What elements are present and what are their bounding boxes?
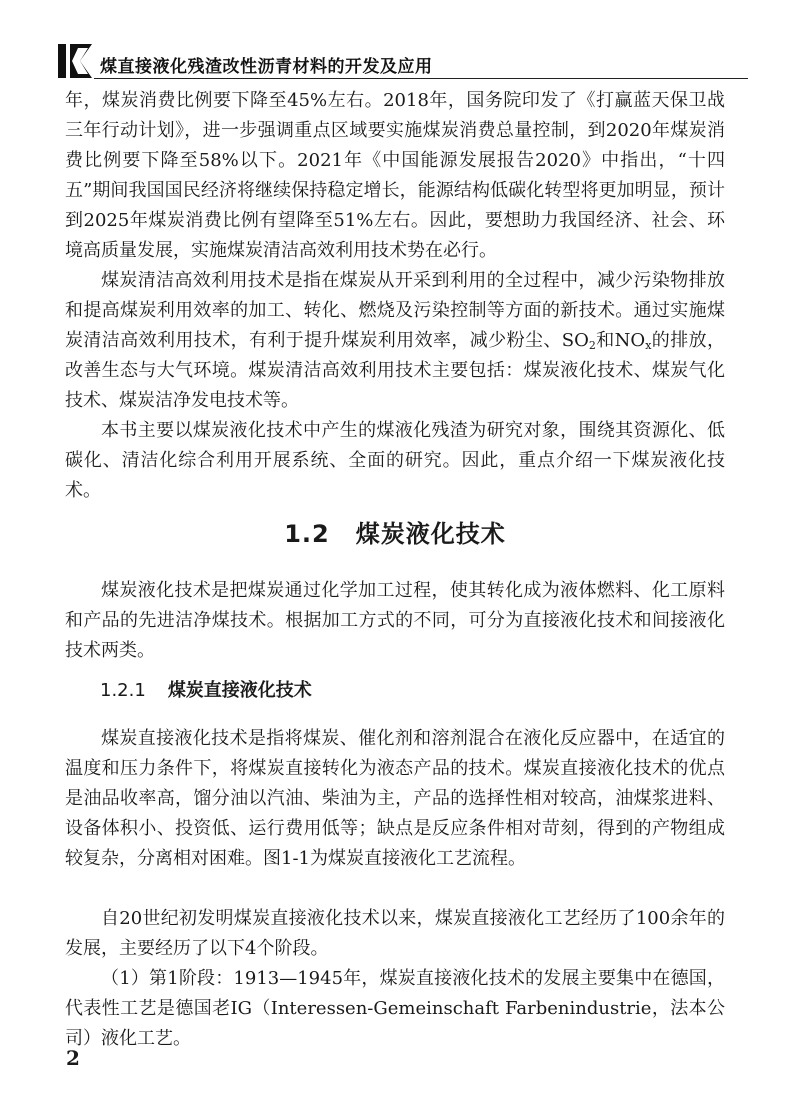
- subscript-x: x: [645, 339, 652, 352]
- header-divider: [94, 78, 748, 79]
- subsection-title: 煤炭直接液化技术: [167, 680, 312, 701]
- paragraph-text-part: 和NO: [595, 330, 646, 351]
- running-header-title: 煤直接液化残渣改性沥青材料的开发及应用: [100, 57, 433, 77]
- subscript-2: 2: [588, 339, 596, 352]
- page-number: 2: [66, 1046, 80, 1070]
- paragraph-liquefaction-intro: 煤炭液化技术是把煤炭通过化学加工过程，使其转化成为液体燃料、化工原料和产品的先进洁净煤技术。根据加工方式的不同，可分为直接液化技术和间接液化技术两类。: [65, 580, 725, 661]
- paragraph-carbon-consumption: 年，煤炭消费比例要下降至45%左右。2018年，国务院印发了《打赢蓝天保卫战三年行动计划》，进一步强调重点区域要实施煤炭消费总量控制，到2020年煤炭消费比例要下降至58%以下。2021年《中国能源发展报告2020》中指出，“十四五”期间我国国民经济将继续保持稳定增长，能源结构低碳化转型将更加明显，预计到2025年煤炭消费比例有望降至51%左右。因此，要想助力我国经济、社会、环境高质量发展，实施煤炭清洁高效利用技术势在必行。: [65, 90, 725, 261]
- section-heading: [0, 514, 790, 549]
- subsection-number: 1.2.1: [100, 680, 146, 701]
- paragraph-text-part: 煤炭清洁高效利用技术是指在煤炭从开采到利用的全过程中，减少污染物排放和提高煤炭利用效率的加工、转化、燃烧及污染控制等方面的新技术。通过实施煤炭清洁高效利用技术，有利于提升煤炭利用效率，减少粉尘、SO: [65, 270, 725, 351]
- paragraph-text-part: 的排放，改善生态与大气环境。煤炭清洁高效利用技术主要包括：煤炭液化技术、煤炭气化技术、煤炭洁净发电技术等。: [65, 330, 726, 411]
- paragraph-history: 自20世纪初发明煤炭直接液化技术以来，煤炭直接液化工艺经历了100余年的发展，主要经历了以下4个阶段。: [65, 908, 725, 959]
- section-number: 1.2: [284, 520, 330, 548]
- paragraph-book-focus: 本书主要以煤炭液化技术中产生的煤液化残渣为研究对象，围绕其资源化、低碳化、清洁化综合利用开展系统、全面的研究。因此，重点介绍一下煤炭液化技术。: [65, 420, 725, 501]
- paragraph-direct-liquefaction: 煤炭直接液化技术是指将煤炭、催化剂和溶剂混合在液化反应器中，在适宜的温度和压力条件下，将煤炭直接转化为液态产品的技术。煤炭直接液化技术的优点是油品收率高，馏分油以汽油、柴油为主，产品的选择性相对较高，油煤浆进料、设备体积小、投资低、运行费用低等；缺点是反应条件相对苛刻，得到的产物组成较复杂，分离相对困难。图1-1为煤炭直接液化工艺流程。: [65, 728, 725, 869]
- running-header: [58, 40, 748, 80]
- subsection-heading: [100, 676, 312, 702]
- paragraph-stage-1: （1）第1阶段：1913—1945年，煤炭直接液化技术的发展主要集中在德国，代表性工艺是德国老IG（Interessen-Gemeinschaft Farbenindustrie，法本公司）液化工艺。: [65, 968, 725, 1049]
- section-title: 煤炭液化技术: [355, 520, 506, 548]
- chevron-bars-icon: [58, 44, 92, 78]
- paragraph-clean-coal-tech: [65, 266, 725, 416]
